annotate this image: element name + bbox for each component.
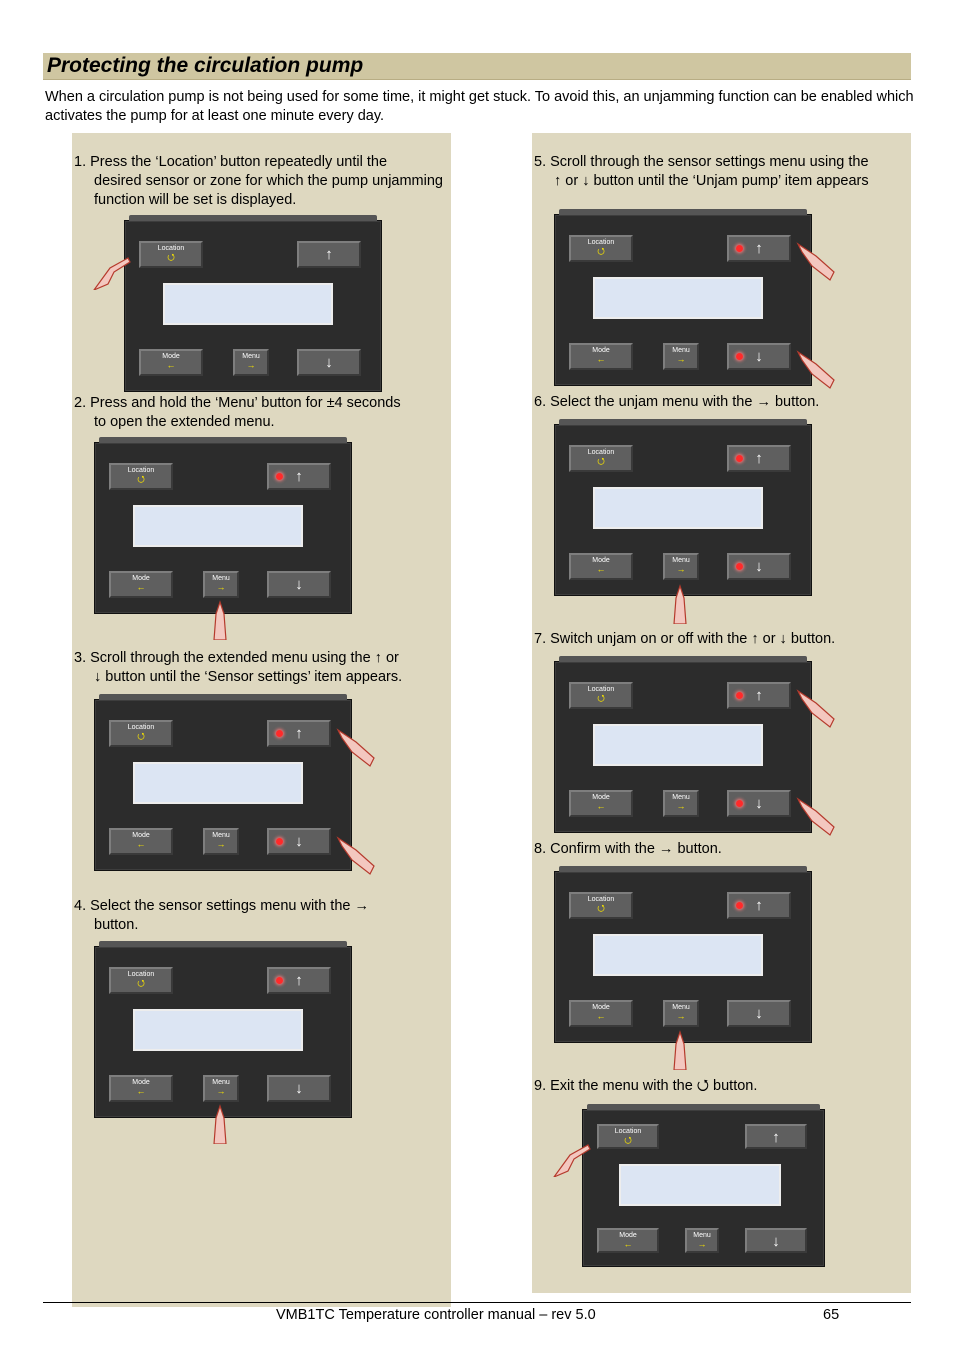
mode-button[interactable]: Mode ← (109, 571, 173, 598)
location-button[interactable]: Location ⭯ (139, 241, 203, 268)
pointing-hand-icon (796, 350, 836, 390)
led-indicator (276, 977, 283, 984)
led-indicator (736, 563, 743, 570)
pointing-hand-icon (796, 242, 836, 282)
up-button[interactable] (745, 1124, 807, 1149)
arrow-up-icon: ↑ (295, 972, 303, 989)
step-text: Press the ‘Location’ button repeatedly until the (90, 154, 388, 170)
arrow-down-icon: ↓ (755, 348, 763, 365)
up-button[interactable] (727, 892, 791, 919)
step-text-continued: desired sensor or zone for which the pump unjamming function will be set is displayed. (94, 173, 443, 208)
led-indicator (736, 800, 743, 807)
pointing-hand-icon (336, 836, 376, 876)
step-3 (74, 649, 446, 687)
arrow-up-icon: ↑ (325, 246, 333, 263)
footer-page-number: 65 (823, 1307, 840, 1323)
step-9 (534, 1077, 908, 1096)
arrow-left-icon: ← (596, 801, 606, 811)
step-number: 8. (534, 841, 547, 857)
arrow-right-icon: → (676, 1011, 686, 1021)
down-button[interactable] (267, 1075, 331, 1102)
lcd-display (133, 762, 303, 804)
location-button[interactable]: Location ⭯ (109, 720, 173, 747)
arrow-right-icon: → (676, 801, 686, 811)
step-number: 9. (534, 1078, 547, 1094)
down-button[interactable] (727, 1000, 791, 1027)
lcd-display (163, 283, 333, 325)
arrow-right-icon: → (697, 1239, 707, 1249)
arrow-up-icon: ↑ (295, 468, 303, 485)
menu-button[interactable]: Menu → (663, 790, 699, 817)
step-text: Switch unjam on or off with the ↑ or ↓ button. (550, 631, 836, 647)
mode-button[interactable]: Mode ← (109, 1075, 173, 1102)
step-text: Press and hold the ‘Menu’ button for ±4 seconds (90, 395, 401, 411)
lcd-display (593, 277, 763, 319)
led-indicator (276, 730, 283, 737)
mode-button[interactable]: Mode ← (139, 349, 203, 376)
up-button[interactable] (727, 235, 791, 262)
arrow-up-icon: ↑ (772, 1129, 780, 1146)
arrow-down-icon: ↓ (755, 1005, 763, 1022)
arrow-right-icon: → (246, 360, 256, 370)
lcd-display (593, 724, 763, 766)
up-button[interactable] (727, 445, 791, 472)
menu-button[interactable]: Menu → (203, 571, 239, 598)
thermostat-panel (582, 1109, 825, 1267)
page-title: Protecting the circulation pump (47, 54, 364, 77)
arrow-right-icon: → (216, 1086, 226, 1096)
location-cycle-icon: ⭯ (137, 731, 145, 741)
pointing-hand-icon (336, 728, 376, 768)
down-button[interactable] (267, 571, 331, 598)
thermostat-panel (554, 661, 812, 833)
lcd-display (133, 1009, 303, 1051)
step-text: Scroll through the sensor settings menu using the (550, 154, 869, 170)
thermostat-panel (554, 424, 812, 596)
location-button[interactable]: Location ⭯ (109, 967, 173, 994)
arrow-up-icon: ↑ (755, 240, 763, 257)
menu-button[interactable]: Menu → (663, 1000, 699, 1027)
menu-button[interactable]: Menu → (685, 1228, 719, 1253)
up-button[interactable] (297, 241, 361, 268)
up-button[interactable] (727, 682, 791, 709)
thermostat-panel (94, 699, 352, 871)
mode-button[interactable]: Mode ← (569, 343, 633, 370)
step-number: 7. (534, 631, 547, 647)
down-button[interactable] (745, 1228, 807, 1253)
location-button[interactable]: Location ⭯ (569, 682, 633, 709)
thermostat-panel (124, 220, 382, 392)
arrow-left-icon: ← (166, 360, 176, 370)
arrow-left-icon: ← (596, 564, 606, 574)
arrow-down-icon: ↓ (295, 1080, 303, 1097)
step-2 (74, 394, 446, 432)
step-text: Select the unjam menu with the → button. (550, 394, 820, 410)
step-number: 1. (74, 154, 87, 170)
location-cycle-icon: ⭯ (597, 693, 605, 703)
arrow-right-icon: → (216, 582, 226, 592)
step-text: Confirm with the → button. (550, 841, 722, 857)
arrow-up-icon: ↑ (755, 897, 763, 914)
pointing-hand-icon (796, 689, 836, 729)
arrow-down-icon: ↓ (295, 576, 303, 593)
thermostat-panel (94, 946, 352, 1118)
step-7 (534, 630, 908, 649)
location-button[interactable]: Location ⭯ (569, 445, 633, 472)
arrow-left-icon: ← (596, 1011, 606, 1021)
arrow-left-icon: ← (136, 839, 146, 849)
arrow-down-icon: ↓ (755, 795, 763, 812)
step-number: 6. (534, 394, 547, 410)
footer-manual-title: VMB1TC Temperature controller manual – rev 5.0 (276, 1307, 596, 1323)
down-button[interactable] (297, 349, 361, 376)
location-cycle-icon: ⭯ (597, 246, 605, 256)
led-indicator (736, 353, 743, 360)
step-text: Select the sensor settings menu with the → (90, 898, 369, 914)
menu-button[interactable]: Menu → (203, 828, 239, 855)
step-number: 4. (74, 898, 87, 914)
location-cycle-icon: ⭯ (167, 252, 175, 262)
step-4 (74, 897, 446, 935)
down-button[interactable] (267, 828, 331, 855)
step-5 (534, 153, 908, 191)
arrow-left-icon: ← (136, 1086, 146, 1096)
mode-button[interactable]: Mode ← (597, 1228, 659, 1253)
mode-button[interactable]: Mode ← (569, 553, 633, 580)
arrow-left-icon: ← (623, 1239, 633, 1249)
location-button[interactable]: Location ⭯ (597, 1124, 659, 1149)
menu-button[interactable]: Menu → (663, 343, 699, 370)
arrow-down-icon: ↓ (325, 354, 333, 371)
up-button[interactable] (267, 967, 331, 994)
arrow-right-icon: → (676, 564, 686, 574)
location-cycle-icon: ⭯ (597, 456, 605, 466)
thermostat-panel (554, 214, 812, 386)
step-number: 3. (74, 650, 87, 666)
led-indicator (736, 692, 743, 699)
down-button[interactable] (727, 343, 791, 370)
arrow-up-icon: ↑ (295, 725, 303, 742)
arrow-down-icon: ↓ (772, 1233, 780, 1250)
arrow-left-icon: ← (136, 582, 146, 592)
pointing-hand-icon (200, 1104, 240, 1144)
pointing-hand-icon (660, 1030, 700, 1070)
step-6 (534, 393, 908, 412)
mode-button[interactable]: Mode ← (109, 828, 173, 855)
led-indicator (736, 245, 743, 252)
arrow-up-icon: ↑ (755, 687, 763, 704)
thermostat-panel (554, 871, 812, 1043)
step-number: 5. (534, 154, 547, 170)
pointing-hand-icon (660, 584, 700, 624)
led-indicator (736, 455, 743, 462)
location-cycle-icon: ⭯ (137, 474, 145, 484)
location-button[interactable]: Location ⭯ (109, 463, 173, 490)
arrow-right-icon: → (216, 839, 226, 849)
lcd-display (133, 505, 303, 547)
up-button[interactable] (267, 720, 331, 747)
section-title-bar (43, 53, 911, 80)
step-text: Scroll through the extended menu using the ↑ or (90, 650, 399, 666)
arrow-up-icon: ↑ (755, 450, 763, 467)
thermostat-panel (94, 442, 352, 614)
step-text-continued: to open the extended menu. (94, 414, 275, 430)
arrow-left-icon: ← (596, 354, 606, 364)
up-button[interactable] (267, 463, 331, 490)
location-button[interactable]: Location ⭯ (569, 235, 633, 262)
arrow-right-icon: → (676, 354, 686, 364)
step-number: 2. (74, 395, 87, 411)
arrow-down-icon: ↓ (295, 833, 303, 850)
location-button[interactable]: Location ⭯ (569, 892, 633, 919)
pointing-hand-icon (552, 1137, 592, 1177)
location-cycle-icon: ⭯ (137, 978, 145, 988)
arrow-down-icon: ↓ (755, 558, 763, 575)
step-text-continued: button. (94, 917, 139, 933)
step-text-continued: ↓ button until the ‘Sensor settings’ item appears. (94, 669, 403, 685)
step-text: Exit the menu with the ⭯ button. (550, 1078, 758, 1094)
lcd-display (593, 487, 763, 529)
location-cycle-icon: ⭯ (624, 1135, 632, 1145)
lcd-display (593, 934, 763, 976)
menu-button[interactable]: Menu → (663, 553, 699, 580)
pointing-hand-icon (200, 600, 240, 640)
step-8 (534, 840, 908, 859)
intro-paragraph: When a circulation pump is not being used for some time, it might get stuck. To avoid this, an unjamming function can be enabled which activates the pump for at least one minute every day. (45, 89, 914, 124)
mode-button[interactable]: Mode ← (569, 790, 633, 817)
down-button[interactable] (727, 553, 791, 580)
menu-button[interactable]: Menu → (203, 1075, 239, 1102)
down-button[interactable] (727, 790, 791, 817)
pointing-hand-icon (796, 797, 836, 837)
led-indicator (276, 838, 283, 845)
footer-rule (43, 1302, 911, 1303)
led-indicator (276, 473, 283, 480)
step-text-continued: ↑ or ↓ button until the ‘Unjam pump’ item appears (554, 173, 869, 189)
lcd-display (619, 1164, 781, 1206)
pointing-hand-icon (92, 250, 132, 290)
step-1 (74, 153, 446, 210)
led-indicator (736, 902, 743, 909)
mode-button[interactable]: Mode ← (569, 1000, 633, 1027)
menu-button[interactable]: Menu → (233, 349, 269, 376)
location-cycle-icon: ⭯ (597, 903, 605, 913)
